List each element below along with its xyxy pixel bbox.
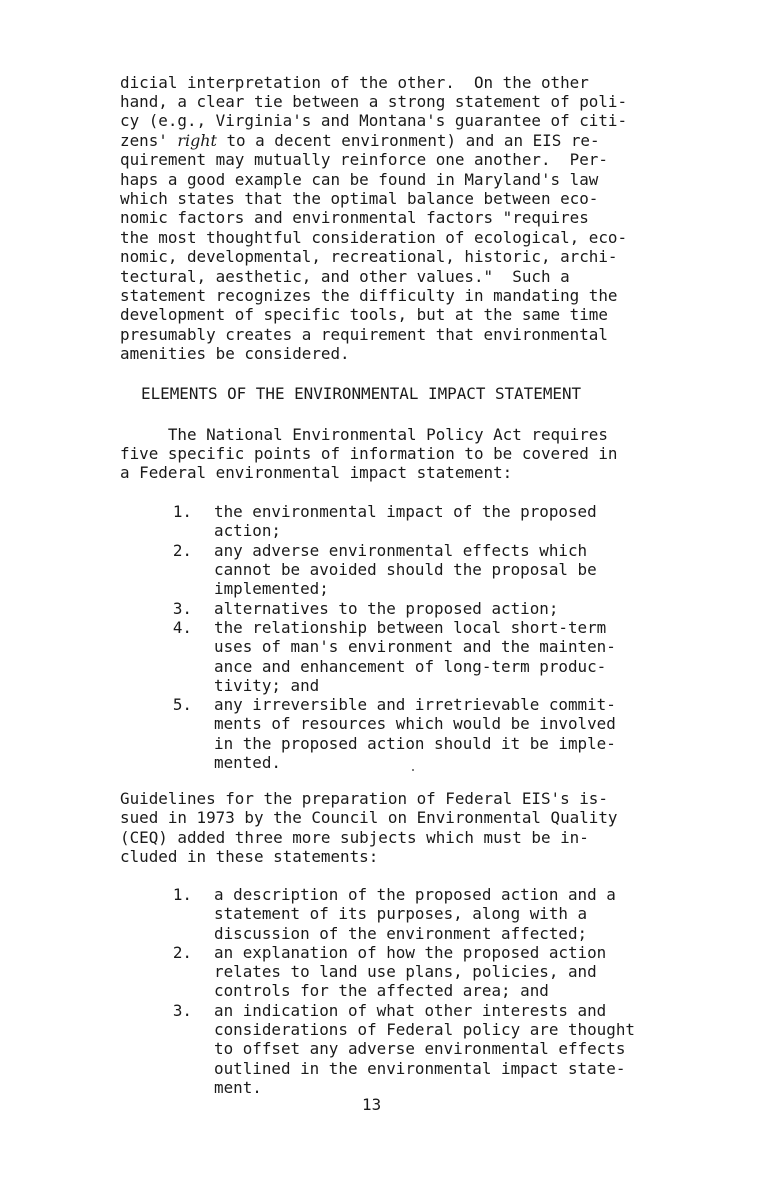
list-item-line: ance and enhancement of long-term produc-: [214, 657, 607, 676]
text-fragment: to a decent environment) and an EIS re-: [216, 131, 600, 150]
page-number: 13: [362, 1095, 382, 1114]
list-item-line: any irreversible and irretrievable commit-: [214, 695, 616, 714]
text-line: five specific points of information to be covered in: [120, 444, 618, 463]
list-item-line: in the proposed action should it be imple-: [214, 734, 616, 753]
list-item-line: implemented;: [214, 579, 329, 598]
section-heading: ELEMENTS OF THE ENVIRONMENTAL IMPACT STATEMENT: [141, 384, 582, 403]
list-item-line: statement of its purposes, along with a: [214, 904, 588, 923]
list-item-line: action;: [214, 521, 281, 540]
text-line: quirement may mutually reinforce one another. Per-: [120, 150, 608, 169]
list-number: 1.: [172, 502, 192, 521]
list-item-line: an explanation of how the proposed action: [214, 943, 607, 962]
list-item-line: any adverse environmental effects which: [214, 541, 588, 560]
text-line: [120, 131, 600, 150]
text-line: a Federal environmental impact statement:: [120, 463, 513, 482]
emphasis-right: right: [177, 131, 217, 150]
text-line: dicial interpretation of the other. On the other: [120, 73, 589, 92]
text-line: The National Environmental Policy Act requires: [120, 425, 608, 444]
list-item-line: discussion of the environment affected;: [214, 924, 588, 943]
list-number: 3.: [172, 1001, 192, 1020]
text-line: haps a good example can be found in Maryland's law: [120, 170, 599, 189]
list-item-line: considerations of Federal policy are thought: [214, 1020, 635, 1039]
list-item-line: tivity; and: [214, 676, 320, 695]
list-number: 3.: [172, 599, 192, 618]
text-fragment: zens': [120, 131, 178, 150]
text-line: the most thoughtful consideration of ecological, eco-: [120, 228, 628, 247]
speck: [412, 769, 414, 771]
list-item-line: cannot be avoided should the proposal be: [214, 560, 597, 579]
text-line: nomic factors and environmental factors "requires: [120, 208, 589, 227]
list-item-line: ment.: [214, 1078, 262, 1097]
text-line: tectural, aesthetic, and other values." Such a: [120, 267, 570, 286]
list-item-line: the relationship between local short-term: [214, 618, 607, 637]
list-item-line: the environmental impact of the proposed: [214, 502, 597, 521]
list-number: 5.: [172, 695, 192, 714]
text-line: (CEQ) added three more subjects which must be in-: [120, 828, 589, 847]
text-line: which states that the optimal balance between eco-: [120, 189, 599, 208]
text-line: sued in 1973 by the Council on Environmental Quality: [120, 808, 618, 827]
list-number: 2.: [172, 943, 192, 962]
list-item-line: outlined in the environmental impact state-: [214, 1059, 626, 1078]
list-number: 2.: [172, 541, 192, 560]
text-line: presumably creates a requirement that environmental: [120, 325, 608, 344]
list-item-line: relates to land use plans, policies, and: [214, 962, 597, 981]
list-number: 4.: [172, 618, 192, 637]
text-line: hand, a clear tie between a strong statement of poli-: [120, 92, 628, 111]
text-line: statement recognizes the difficulty in mandating the: [120, 286, 618, 305]
list-number: 1.: [172, 885, 192, 904]
list-item-line: mented.: [214, 753, 281, 772]
text-line: cluded in these statements:: [120, 847, 379, 866]
list-item-line: ments of resources which would be involved: [214, 714, 616, 733]
list-item-line: an indication of what other interests and: [214, 1001, 607, 1020]
text-line: cy (e.g., Virginia's and Montana's guarantee of citi-: [120, 111, 628, 130]
list-item-line: to offset any adverse environmental effects: [214, 1039, 626, 1058]
list-item-line: a description of the proposed action and a: [214, 885, 616, 904]
list-item-line: uses of man's environment and the mainten-: [214, 637, 616, 656]
text-line: nomic, developmental, recreational, historic, archi-: [120, 247, 618, 266]
text-line: amenities be considered.: [120, 344, 350, 363]
list-item-line: alternatives to the proposed action;: [214, 599, 559, 618]
text-line: Guidelines for the preparation of Federal EIS's is-: [120, 789, 608, 808]
text-line: development of specific tools, but at the same time: [120, 305, 608, 324]
list-item-line: controls for the affected area; and: [214, 981, 549, 1000]
